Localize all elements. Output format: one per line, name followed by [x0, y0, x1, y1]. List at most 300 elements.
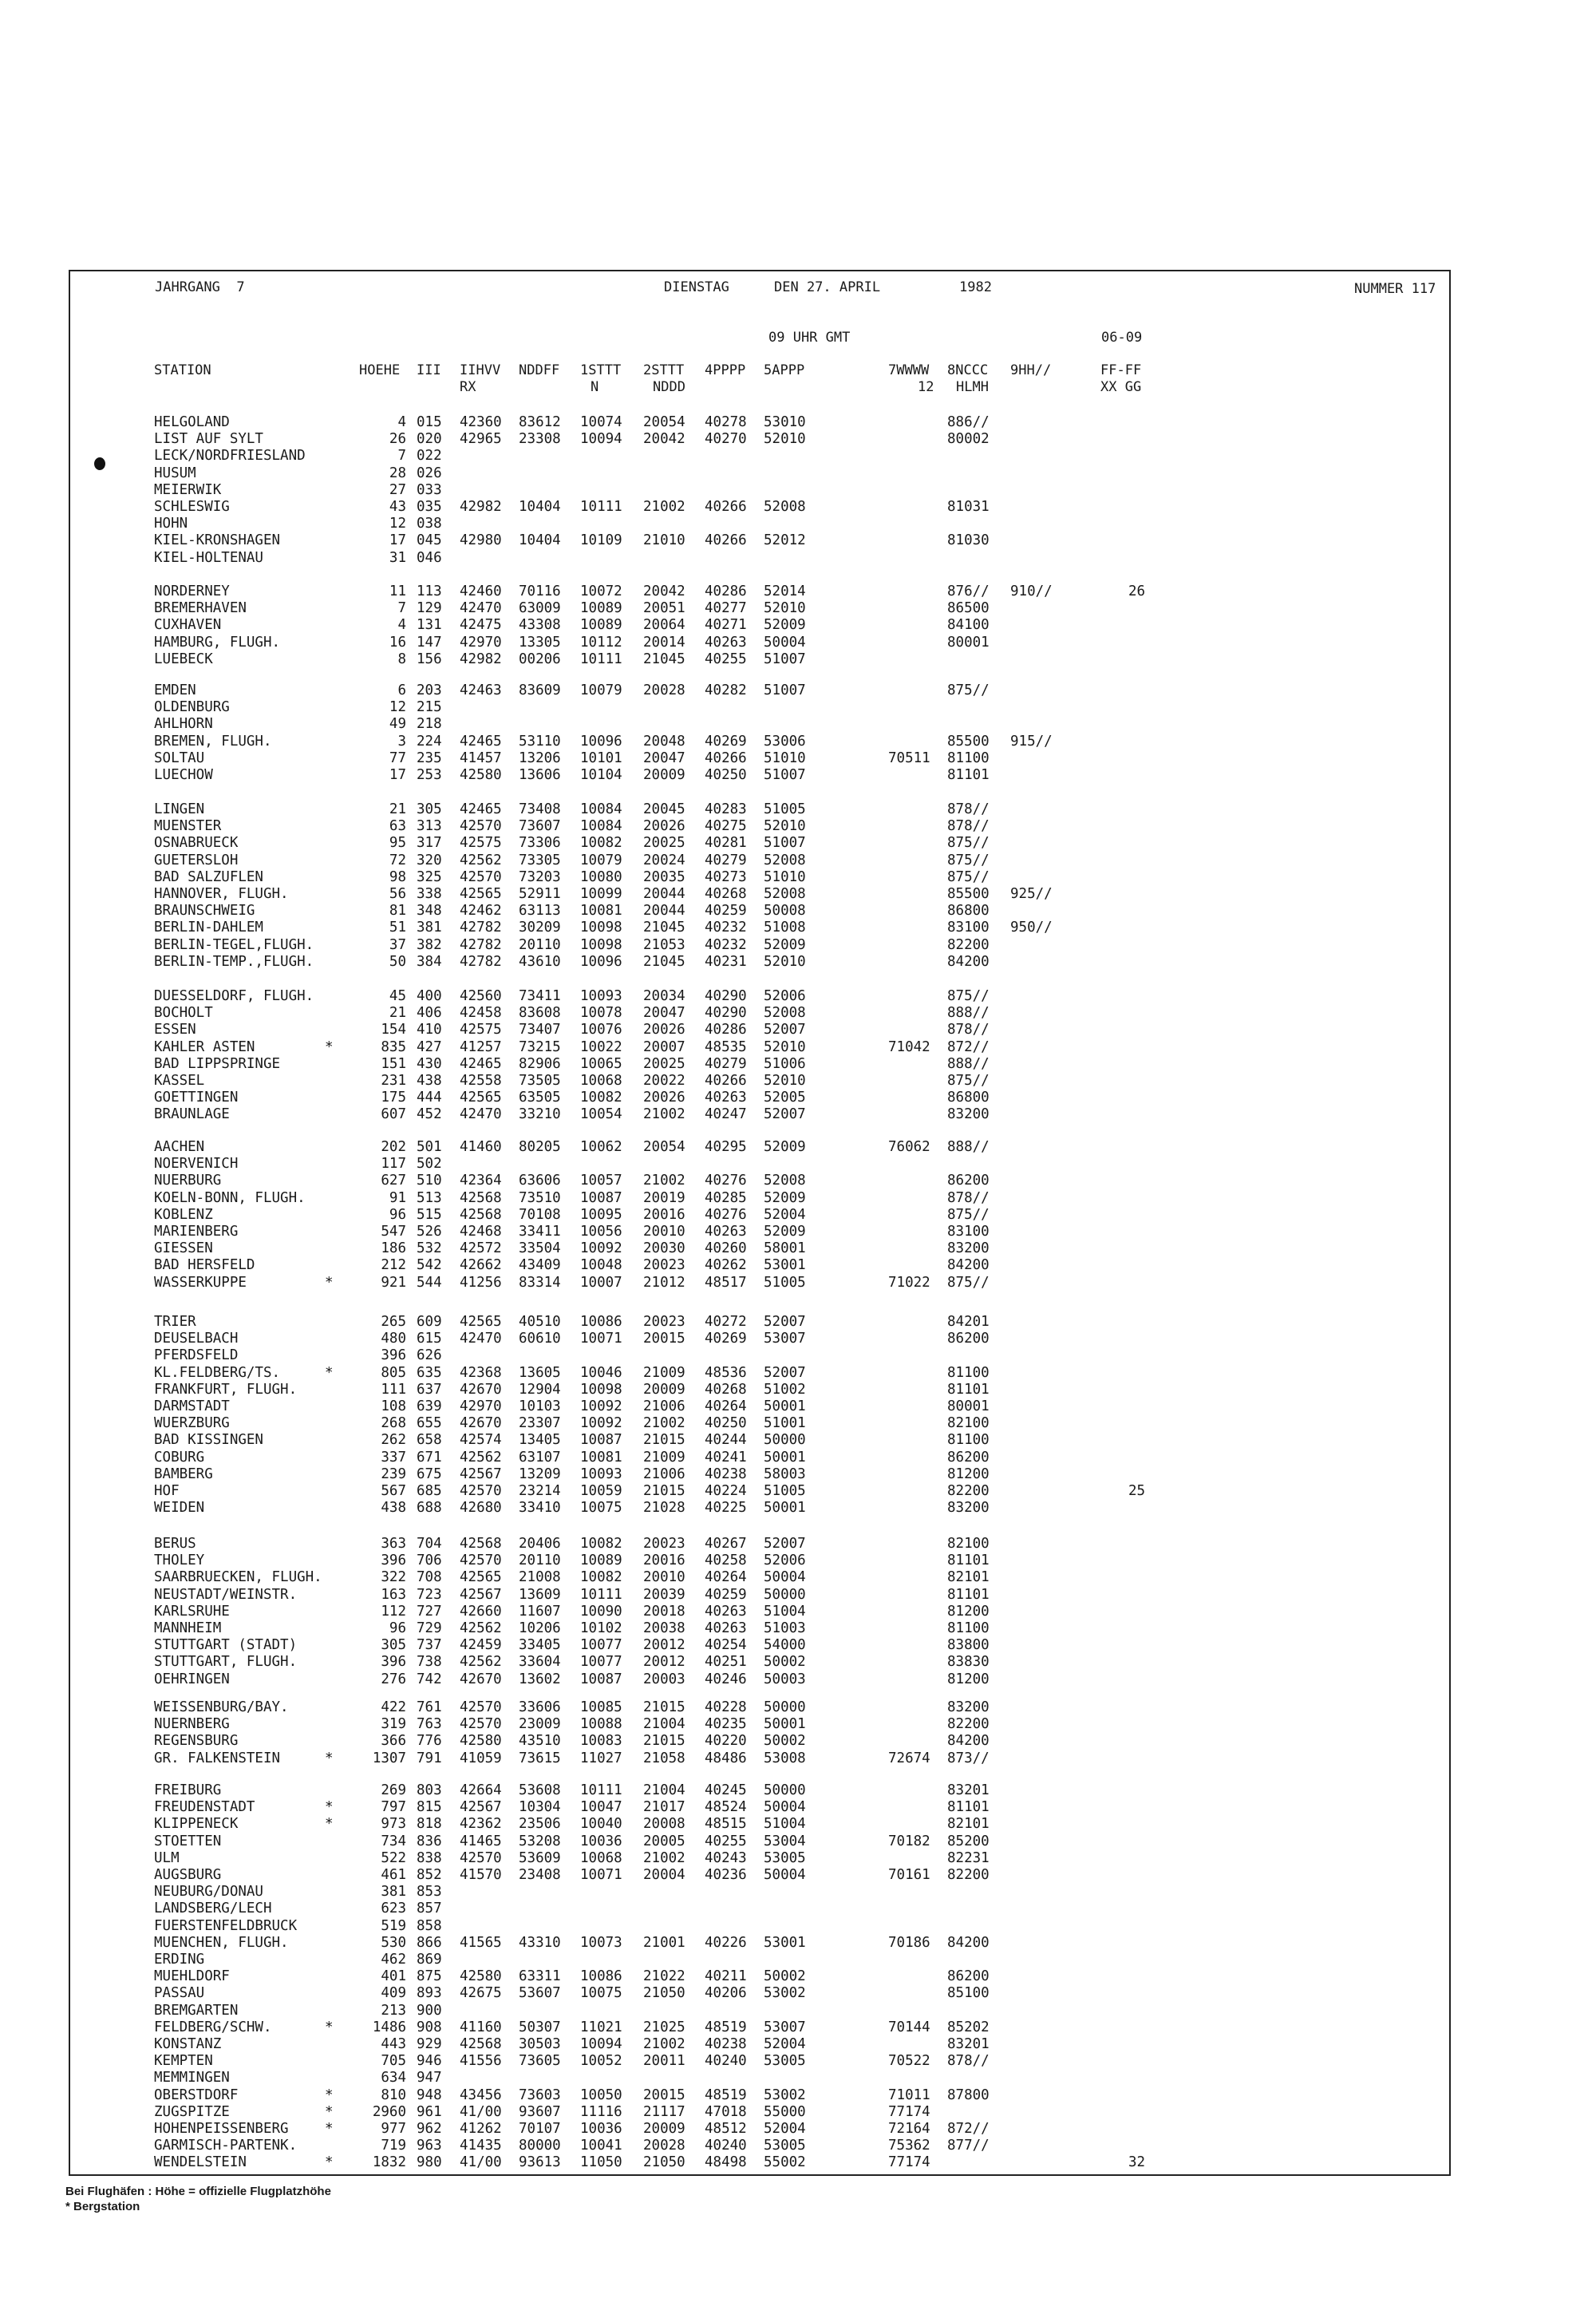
table-row	[0, 2138, 1596, 2154]
cell-n8: 82200	[947, 1716, 990, 1733]
cell-hoehe: 268	[381, 1415, 406, 1432]
cell-p5: 50003	[764, 1671, 806, 1687]
cell-station: KOELN-BONN, FLUGH.	[154, 1189, 306, 1206]
cell-hoehe: 337	[381, 1449, 406, 1465]
cell-station: NORDERNEY	[154, 583, 230, 599]
cell-nddff: 23307	[519, 1415, 561, 1432]
cell-s2: 20012	[643, 1654, 685, 1671]
table-row	[0, 431, 1596, 448]
cell-iii: 542	[417, 1257, 442, 1274]
cell-hoehe: 17	[389, 767, 406, 783]
cell-s1: 10075	[580, 1985, 622, 2002]
cell-p5: 51004	[764, 1603, 806, 1620]
cell-iii: 763	[417, 1716, 442, 1733]
cell-n8: 82100	[947, 1415, 990, 1432]
cell-nddff: 63009	[519, 600, 561, 617]
cell-p5: 52004	[764, 2036, 806, 2052]
cell-iii: 738	[417, 1654, 442, 1671]
cell-station: OLDENBURG	[154, 699, 230, 716]
cell-iii: 113	[417, 583, 442, 599]
cell-p5: 52008	[764, 1005, 806, 1022]
table-row	[0, 499, 1596, 516]
cell-hoehe: 627	[381, 1173, 406, 1189]
cell-nddff: 73306	[519, 835, 561, 852]
cell-p4: 40272	[705, 1314, 747, 1330]
cell-p4: 40276	[705, 1206, 747, 1223]
cell-iii: 215	[417, 699, 442, 716]
cell-s1: 10050	[580, 2086, 622, 2103]
cell-iihvv: 42462	[460, 903, 502, 920]
cell-n8: 82100	[947, 1536, 990, 1552]
cell-p4: 40277	[705, 600, 747, 617]
cell-station: MEMMINGEN	[154, 2070, 230, 2086]
cell-p4: 40266	[705, 499, 747, 515]
cell-n8: 81100	[947, 1620, 990, 1636]
cell-iii: 381	[417, 920, 442, 936]
cell-iii: 515	[417, 1206, 442, 1223]
cell-iihvv: 42965	[460, 431, 502, 448]
cell-s2: 20016	[643, 1552, 685, 1569]
cell-p5: 51007	[764, 682, 806, 698]
cell-nddff: 10404	[519, 499, 561, 515]
cell-iihvv: 42567	[460, 1799, 502, 1816]
table-row	[0, 1968, 1596, 1985]
cell-nddff: 83314	[519, 1274, 561, 1291]
footnote-mountain: * Bergstation	[65, 2200, 140, 2213]
cell-s1: 10094	[580, 2036, 622, 2052]
cell-hoehe: 231	[381, 1073, 406, 1089]
cell-s1: 10048	[580, 1257, 622, 1274]
cell-hoehe: 11	[389, 583, 406, 599]
col-8nccc: 8NCCC	[947, 362, 989, 378]
cell-p4: 40250	[705, 1415, 747, 1432]
cell-p5: 51004	[764, 1816, 806, 1833]
cell-p5: 50000	[764, 1699, 806, 1715]
cell-hoehe: 12	[389, 699, 406, 716]
cell-n8: 878//	[947, 1022, 990, 1038]
cell-hoehe: 77	[389, 750, 406, 766]
cell-iii: 708	[417, 1569, 442, 1586]
table-row	[0, 600, 1596, 617]
cell-iihvv: 42670	[460, 1415, 502, 1432]
cell-p5: 52007	[764, 1314, 806, 1330]
table-row	[0, 1750, 1596, 1767]
cell-s1: 10101	[580, 750, 622, 766]
cell-p5: 52007	[764, 1364, 806, 1381]
cell-iii: 948	[417, 2086, 442, 2103]
cell-p5: 51001	[764, 1415, 806, 1432]
cell-s1: 10041	[580, 2138, 622, 2154]
cell-station: EMDEN	[154, 682, 196, 698]
cell-iihvv: 42782	[460, 920, 502, 936]
cell-p5: 53001	[764, 1934, 806, 1951]
cell-iii: 338	[417, 886, 442, 902]
cell-s2: 20019	[643, 1189, 685, 1206]
cell-n8: 875//	[947, 682, 990, 698]
cell-s1: 10040	[580, 1816, 622, 1833]
cell-p5: 52007	[764, 1536, 806, 1552]
cell-s1: 11027	[580, 1750, 622, 1766]
cell-s1: 10078	[580, 1005, 622, 1022]
col-5appp: 5APPP	[764, 362, 805, 378]
cell-iii: 962	[417, 2121, 442, 2137]
cell-p4: 48519	[705, 2086, 747, 2103]
table-row	[0, 414, 1596, 431]
cell-hoehe: 26	[389, 431, 406, 448]
cell-s1: 10077	[580, 1637, 622, 1654]
cell-s1: 10089	[580, 600, 622, 617]
cell-station: MEIERWIK	[154, 481, 222, 498]
cell-station: NEUBURG/DONAU	[154, 1884, 263, 1901]
cell-iihvv: 42982	[460, 499, 502, 515]
cell-station: BREMEN, FLUGH.	[154, 733, 272, 750]
cell-hoehe: 269	[381, 1782, 406, 1798]
cell-n8: 80001	[947, 634, 990, 651]
cell-s2: 21015	[643, 1483, 685, 1499]
cell-n8: 85500	[947, 733, 990, 750]
cell-nddff: 53208	[519, 1833, 561, 1849]
cell-n8: 82200	[947, 1483, 990, 1499]
cell-iihvv: 42782	[460, 936, 502, 953]
cell-hoehe: 7	[397, 600, 406, 617]
cell-p5: 53008	[764, 1750, 806, 1766]
cell-hoehe: 50	[389, 953, 406, 970]
cell-station: MARIENBERG	[154, 1224, 239, 1240]
cell-station: BRAUNSCHWEIG	[154, 903, 255, 920]
cell-p5: 51005	[764, 801, 806, 817]
cell-nddff: 43308	[519, 617, 561, 634]
cell-nddff: 20110	[519, 1552, 561, 1569]
cell-iihvv: 41465	[460, 1833, 502, 1849]
cell-iii: 022	[417, 448, 442, 465]
cell-iihvv: 42465	[460, 733, 502, 750]
cell-iihvv: 42575	[460, 835, 502, 852]
cell-w7: 70144	[888, 2019, 930, 2035]
cell-s1: 10059	[580, 1483, 622, 1499]
cell-hoehe: 63	[389, 818, 406, 835]
cell-iihvv: 42580	[460, 767, 502, 783]
cell-n8: 886//	[947, 414, 990, 430]
cell-iihvv: 42982	[460, 651, 502, 667]
cell-iihvv: 42565	[460, 1090, 502, 1106]
table-row	[0, 1398, 1596, 1415]
cell-iii: 815	[417, 1799, 442, 1816]
cell-w7: 71011	[888, 2086, 930, 2103]
cell-iihvv: 42568	[460, 2036, 502, 2052]
cell-nddff: 23506	[519, 1816, 561, 1833]
cell-iii: 156	[417, 651, 442, 667]
cell-nddff: 73607	[519, 818, 561, 835]
cell-nddff: 73411	[519, 988, 561, 1004]
cell-n8: 875//	[947, 1073, 990, 1089]
cell-p4: 40269	[705, 1331, 747, 1347]
cell-nddff: 53608	[519, 1782, 561, 1798]
cell-nddff: 73510	[519, 1189, 561, 1206]
cell-s1: 10096	[580, 733, 622, 750]
table-row	[0, 1935, 1596, 1952]
cell-station: KEMPTEN	[154, 2053, 213, 2070]
table-row	[0, 937, 1596, 954]
cell-p5: 52012	[764, 532, 806, 549]
cell-s1: 10104	[580, 767, 622, 783]
cell-s2: 20023	[643, 1257, 685, 1274]
cell-station: BAMBERG	[154, 1465, 213, 1482]
cell-w7: 70161	[888, 1867, 930, 1883]
cell-p4: 40268	[705, 1381, 747, 1398]
cell-hoehe: 112	[381, 1603, 406, 1620]
table-row	[0, 2053, 1596, 2070]
cell-p5: 53005	[764, 1849, 806, 1866]
cell-station: BERLIN-TEGEL,FLUGH.	[154, 936, 314, 953]
cell-p5: 50004	[764, 1799, 806, 1816]
cell-iihvv: 42463	[460, 682, 502, 698]
cell-s2: 21002	[643, 1173, 685, 1189]
cell-nddff: 23308	[519, 431, 561, 448]
cell-n8: 83200	[947, 1240, 990, 1257]
cell-s2: 21058	[643, 1750, 685, 1766]
table-row	[0, 1073, 1596, 1090]
cell-p4: 40278	[705, 414, 747, 430]
cell-hoehe: 805	[381, 1364, 406, 1381]
cell-p4: 40244	[705, 1432, 747, 1449]
cell-p5: 50002	[764, 1733, 806, 1750]
cell-nddff: 20406	[519, 1536, 561, 1552]
cell-iii: 129	[417, 600, 442, 617]
cell-iii: 946	[417, 2053, 442, 2070]
cell-station: BREMERHAVEN	[154, 600, 247, 617]
cell-iii: 947	[417, 2070, 442, 2086]
cell-hoehe: 45	[389, 988, 406, 1004]
table-row	[0, 920, 1596, 936]
cell-iihvv: 42570	[460, 1716, 502, 1733]
cell-iihvv: 42580	[460, 1968, 502, 1985]
cell-iii: 038	[417, 516, 442, 532]
cell-iihvv: 42970	[460, 1398, 502, 1414]
cell-s1: 10074	[580, 414, 622, 430]
cell-s1: 10071	[580, 1331, 622, 1347]
table-row	[0, 2104, 1596, 2121]
cell-hoehe: 49	[389, 716, 406, 733]
table-row	[0, 1884, 1596, 1901]
cell-iii: 857	[417, 1901, 442, 1917]
cell-iii: 026	[417, 465, 442, 481]
table-row	[0, 2019, 1596, 2036]
cell-nddff: 13405	[519, 1432, 561, 1449]
cell-p4: 40267	[705, 1536, 747, 1552]
cell-s1: 10095	[580, 1206, 622, 1223]
cell-p4: 40266	[705, 1073, 747, 1089]
cell-s2: 20042	[643, 583, 685, 599]
cell-iihvv: 42560	[460, 988, 502, 1004]
cell-s1: 10092	[580, 1240, 622, 1257]
cell-s1: 10111	[580, 651, 622, 667]
cell-nddff: 82906	[519, 1055, 561, 1072]
cell-iihvv: 42670	[460, 1381, 502, 1398]
cell-s1: 10093	[580, 1465, 622, 1482]
cell-n8: 83201	[947, 2036, 990, 2052]
cell-p4: 48515	[705, 1816, 747, 1833]
table-row	[0, 1056, 1596, 1073]
table-row	[0, 1483, 1596, 1500]
cell-station: BREMGARTEN	[154, 2002, 239, 2019]
cell-iihvv: 41256	[460, 1274, 502, 1291]
cell-s1: 10082	[580, 835, 622, 852]
cell-n8: 86200	[947, 1968, 990, 1985]
cell-hoehe: 81	[389, 903, 406, 920]
cell-nddff: 80000	[519, 2138, 561, 2154]
cell-n8: 82231	[947, 1849, 990, 1866]
cell-station: HAMBURG, FLUGH.	[154, 634, 281, 651]
cell-p4: 47018	[705, 2103, 747, 2120]
cell-s2: 21050	[643, 2154, 685, 2171]
table-row	[0, 835, 1596, 852]
cell-iii: 742	[417, 1671, 442, 1687]
cell-p4: 40254	[705, 1637, 747, 1654]
cell-p5: 50001	[764, 1500, 806, 1517]
table-row	[0, 1022, 1596, 1038]
mountain-station-mark: *	[325, 1816, 334, 1833]
cell-p4: 40236	[705, 1867, 747, 1883]
cell-iihvv: 42562	[460, 1620, 502, 1636]
cell-nddff: 10103	[519, 1398, 561, 1414]
cell-s1: 10062	[580, 1139, 622, 1155]
cell-station: PASSAU	[154, 1985, 205, 2002]
cell-iii: 635	[417, 1364, 442, 1381]
cell-iii: 961	[417, 2103, 442, 2120]
cell-station: NOERVENICH	[154, 1156, 239, 1173]
cell-iihvv: 42568	[460, 1189, 502, 1206]
cell-p5: 52006	[764, 988, 806, 1004]
cell-n8: 876//	[947, 583, 990, 599]
cell-s2: 21006	[643, 1398, 685, 1414]
cell-n8: 82101	[947, 1569, 990, 1586]
cell-s2: 21010	[643, 532, 685, 549]
cell-iihvv: 42660	[460, 1603, 502, 1620]
cell-hoehe: 186	[381, 1240, 406, 1257]
cell-p5: 52004	[764, 2121, 806, 2137]
mountain-station-mark: *	[325, 1038, 334, 1055]
cell-s2: 20044	[643, 903, 685, 920]
table-row	[0, 465, 1596, 482]
cell-hoehe: 305	[381, 1637, 406, 1654]
cell-iii: 818	[417, 1816, 442, 1833]
cell-s2: 20030	[643, 1240, 685, 1257]
cell-iii: 317	[417, 835, 442, 852]
table-row	[0, 1240, 1596, 1257]
cell-iihvv: 42575	[460, 1022, 502, 1038]
cell-p4: 40251	[705, 1654, 747, 1671]
mountain-station-mark: *	[325, 2154, 334, 2171]
table-row	[0, 1415, 1596, 1432]
cell-iii: 532	[417, 1240, 442, 1257]
cell-nddff: 83608	[519, 1005, 561, 1022]
cell-nddff: 12904	[519, 1381, 561, 1398]
cell-hoehe: 422	[381, 1699, 406, 1715]
cell-hoehe: 213	[381, 2002, 406, 2019]
cell-s2: 21022	[643, 1968, 685, 1985]
cell-hoehe: 3	[397, 733, 406, 750]
cell-station: REGENSBURG	[154, 1733, 239, 1750]
cell-p4: 40276	[705, 1173, 747, 1189]
cell-iihvv: 42570	[460, 868, 502, 885]
cell-hoehe: 43	[389, 499, 406, 515]
cell-hoehe: 1307	[372, 1750, 406, 1766]
cell-station: HOF	[154, 1483, 180, 1499]
cell-station: SOLTAU	[154, 750, 205, 766]
cell-p4: 40285	[705, 1189, 747, 1206]
cell-iii: 776	[417, 1733, 442, 1750]
cell-hoehe: 117	[381, 1156, 406, 1173]
cell-iihvv: 41570	[460, 1867, 502, 1883]
cell-s2: 20039	[643, 1586, 685, 1603]
cell-s1: 10087	[580, 1189, 622, 1206]
cell-s2: 21045	[643, 920, 685, 936]
cell-s1: 10022	[580, 1038, 622, 1055]
cell-nddff: 73407	[519, 1022, 561, 1038]
cell-p4: 40281	[705, 835, 747, 852]
cell-s1: 10079	[580, 682, 622, 698]
cell-s2: 20015	[643, 1331, 685, 1347]
cell-nddff: 83609	[519, 682, 561, 698]
cell-p4: 40220	[705, 1733, 747, 1750]
cell-iii: 430	[417, 1055, 442, 1072]
cell-station: BERLIN-DAHLEM	[154, 920, 263, 936]
cell-iihvv: 42470	[460, 1331, 502, 1347]
table-row	[0, 1207, 1596, 1224]
cell-p4: 40259	[705, 903, 747, 920]
cell-hoehe: 98	[389, 868, 406, 885]
table-row	[0, 1654, 1596, 1671]
cell-s2: 20034	[643, 988, 685, 1004]
cell-w7: 70511	[888, 750, 930, 766]
day: DIENSTAG	[664, 279, 729, 295]
cell-s2: 20009	[643, 767, 685, 783]
cell-n8: 82200	[947, 936, 990, 953]
cell-p4: 40241	[705, 1449, 747, 1465]
cell-hoehe: 2960	[372, 2103, 406, 2120]
cell-nddff: 70107	[519, 2121, 561, 2137]
cell-p4: 40235	[705, 1716, 747, 1733]
cell-p4: 40283	[705, 801, 747, 817]
cell-iii: 655	[417, 1415, 442, 1432]
cell-p4: 40279	[705, 852, 747, 868]
cell-hoehe: 21	[389, 801, 406, 817]
cell-s1: 10007	[580, 1274, 622, 1291]
cell-s1: 10111	[580, 499, 622, 515]
cell-s2: 21028	[643, 1500, 685, 1517]
cell-h9: 925//	[1010, 886, 1053, 902]
table-row	[0, 1867, 1596, 1884]
cell-s2: 20015	[643, 2086, 685, 2103]
cell-p5: 52010	[764, 953, 806, 970]
cell-station: WEISSENBURG/BAY.	[154, 1699, 289, 1715]
cell-iii: 035	[417, 499, 442, 515]
cell-hoehe: 705	[381, 2053, 406, 2070]
cell-s2: 21002	[643, 1415, 685, 1432]
cell-nddff: 83612	[519, 414, 561, 430]
cell-hoehe: 381	[381, 1884, 406, 1901]
cell-nddff: 63107	[519, 1449, 561, 1465]
cell-nddff: 40510	[519, 1314, 561, 1330]
cell-station: FUERSTENFELDBRUCK	[154, 1917, 298, 1934]
cell-station: LUECHOW	[154, 767, 213, 783]
cell-station: ULM	[154, 1849, 180, 1866]
cell-iihvv: 42664	[460, 1782, 502, 1798]
cell-nddff: 30209	[519, 920, 561, 936]
cell-hoehe: 719	[381, 2138, 406, 2154]
cell-hoehe: 96	[389, 1206, 406, 1223]
cell-nddff: 93613	[519, 2154, 561, 2171]
